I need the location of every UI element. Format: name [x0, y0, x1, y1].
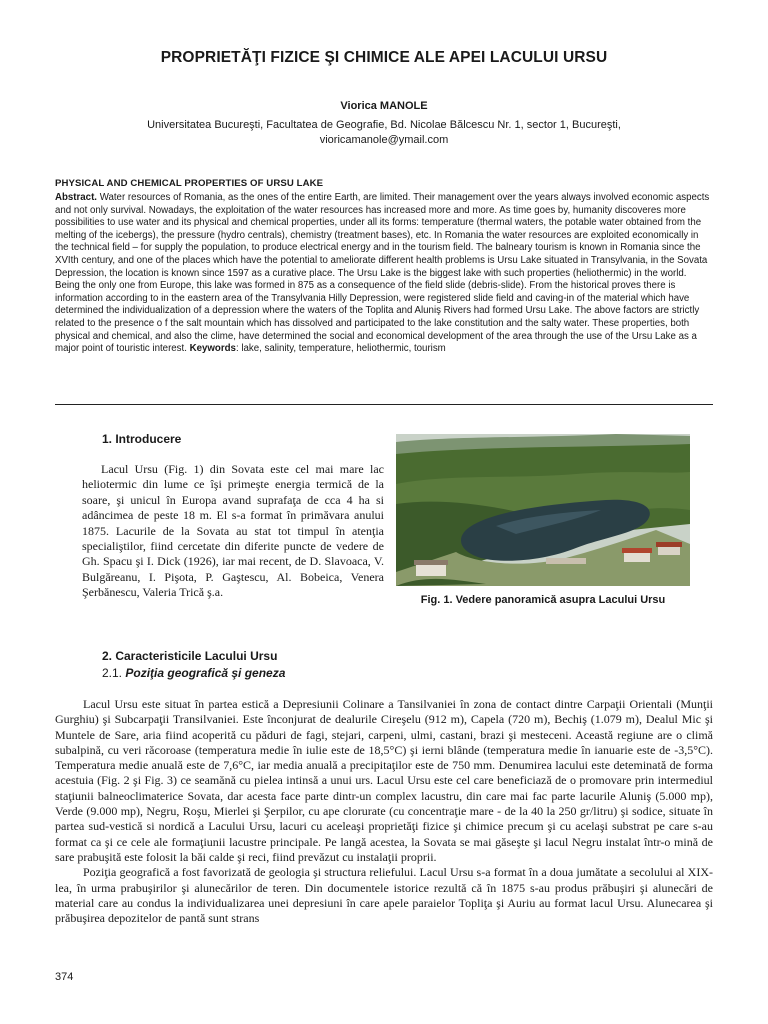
section-1-paragraph: Lacul Ursu (Fig. 1) din Sovata este cel mai mare lac heliotermic din lume ce îşi primeşte energia termică de la soare, şi unicul în Europa avand suprafaţa de cca 4 ha si adâncimea de peste 18 m. El s-a format în primăvara anului 1875. Lacurile de la Sovata au stat tot timpul în atenţia specialiştilor, fiind cercetate din diferite puncte de vedere de Gh. Spacu şi I. Dick (1926), iar mai recent, de D. Slavoaca, V. Bulgăreanu, I. Pişota, P. Gaştescu, Al. Bobeica, Venera Şerbănescu, Valeria Trică ş.a.	[82, 462, 384, 600]
abstract-block	[55, 192, 713, 356]
figure-1-caption: Fig. 1. Vedere panoramică asupra Lacului Ursu	[420, 594, 666, 606]
abstract-heading: PHYSICAL AND CHEMICAL PROPERTIES OF URSU LAKE	[55, 178, 324, 189]
building	[416, 564, 446, 576]
building-roof	[622, 548, 652, 553]
subsection-title: Poziţia geografică şi geneza	[125, 666, 286, 680]
section-1-heading: 1. Introducere	[102, 432, 182, 446]
body-paragraph: Poziţia geografică a fost favorizată de geologia şi structura reliefului. Lacul Ursu s-a format în a doua jumătate a secolului al XIX-lea, în urma prabuşirilor şi alunecărilor de teren. Din documentele istorice rezultă că în 1875 s-au produs prăbuşiri şi alunecări de material care au condus la individualizarea unei depresiuni în care apele paraielor Topliţa şi Auriu au format lacul Ursu. Alunecarea şi prăbuşirea depozitelor de pantă sunt strans	[55, 865, 713, 926]
building	[624, 552, 650, 562]
paper-title: PROPRIETĂŢI FIZICE ŞI CHIMICE ALE APEI LACULUI URSU	[160, 49, 608, 66]
section-2-heading: 2. Caracteristicile Lacului Ursu	[102, 649, 278, 663]
pier	[546, 558, 586, 564]
abstract-text: Water resources of Romania, as the ones of the entire Earth, are limited. Their management over the years always involved economic aspects and not only survival. Nowadays, the exploitation of the water resources has increased more and more. As time goes by, humanity discoveres more possibilities to use water and its physical and chemical properties, under all its forms: temperature (thermal waters, the potable water obtained from the melting of the icebergs), the pressure (hydro centrals), chemistry (treatment bases), etc. In Romania the water resources are exploited economically in the technical field – for supply the population, to produce electrical energy and in the tourism field. The balneary tourism is known in Romania since the XVIth century, and one of the places which have the potential to ameliorate different health problems is Ursu Lake situated in Transylvania, in the Sovata Depression, the location is known since 1597 as a curative place. The Ursu Lake is the biggest lake with such properties (heliothermic) in the world. Being the only one from Europe, this lake was formed in 875 as a consequence of the field slide (debris-slide). From the historical proves there is information according to in the eastern area of the Transylvania Hilly Depression, were registered slide field and caving-in of the material which have determined the individualization of a depression where the waters of the Toplita and Aluniş Rivers had formed Ursu Lake. The above factors are strictly related to the presence o f the salt mountain which has dissolved and participated to the lake constitution and the salty water. These properties, both physical and chemical, and also the clime, have determined the social and economical development of the area through the use of the Ursu Lake as a major point of touristic interest.	[55, 192, 710, 355]
abstract-label: Abstract.	[55, 192, 97, 203]
affiliation-text: Universitatea Bucureşti, Facultatea de Geografie, Bd. Nicolae Bălcescu Nr. 1, sector 1, Bucureşti,	[147, 119, 621, 131]
subsection-number: 2.1.	[102, 666, 123, 680]
body-paragraph: Lacul Ursu este situat în partea estică a Depresiunii Colinare a Tansilvaniei în zona de contact dintre Carpaţii Orientali (Munţii Gurghiu) şi Subcarpaţii Transilvaniei. Este înconjurat de dealurile Cireşelu (912 m), Capela (720 m), Bechiş (1.079 m), Dealul Mic şi Muntele de Sare, aria fiind acoperită cu păduri de fagi, stejari, carpeni, ulmi, castani, brazi şi mesteceni. Această regiune are o climă subalpină, cu veri răcoroase (temperatura medie în iulie este de 18,5°C) şi ierni blânde (temperatura medie în ianuarie este de -3,5°C). Temperatura medie anuală este de 7,6°C, iar media anuală a precipitaţilor este de 750 mm. Denumirea lacului este deteminată de forma acestuia (Fig. 2 şi Fig. 3) ce seamănă cu pielea intinsă a unui urs. Lacul Ursu este cel care beneficiază de o promovare prin intermediul staţiunii balneoclimaterice Sovata, dar acesta face parte dintr-un complex lacustru, din care mai fac parte lacurile Aluniş (5.000 mp), Verde (9.000 mp), Negru, Roşu, Mierlei şi Şerpilor, cu ape clorurate (cu concentraţie mare - de la 40 la 250 gr/litru) şi sodice, situate în partea sud-vestică si nordică a Lacului Ursu, lacuri cu aceleaşi proprietăţi fizice şi chimice precum şi cu acelaşi substrat pe care s-au format ca şi ce cele ale formaţiunii lacustre principale. Pe langă acestea, la Sovata se mai găseşte şi lacul Negru instalat într-o mină de sare prabuşită este folosit la băi calde şi reci, fiind prevăzut cu instalaţii proprii.	[55, 697, 713, 864]
building	[658, 546, 680, 555]
building-roof	[656, 542, 682, 547]
section-2-body	[55, 697, 713, 926]
author-name: Viorica MANOLE	[340, 100, 428, 112]
abstract-divider	[55, 404, 713, 405]
figure-1-photo	[396, 434, 690, 586]
keywords-label: Keywords	[189, 343, 236, 355]
keywords-text: : lake, salinity, temperature, heliothermic, tourism	[235, 343, 446, 355]
subsection-2-1-heading	[102, 666, 285, 680]
building-roof	[414, 560, 448, 565]
author-email: vioricamanole@ymail.com	[319, 134, 449, 146]
author-affiliation	[110, 118, 658, 148]
page-number: 374	[55, 971, 74, 983]
lake-panorama-illustration	[396, 434, 690, 586]
